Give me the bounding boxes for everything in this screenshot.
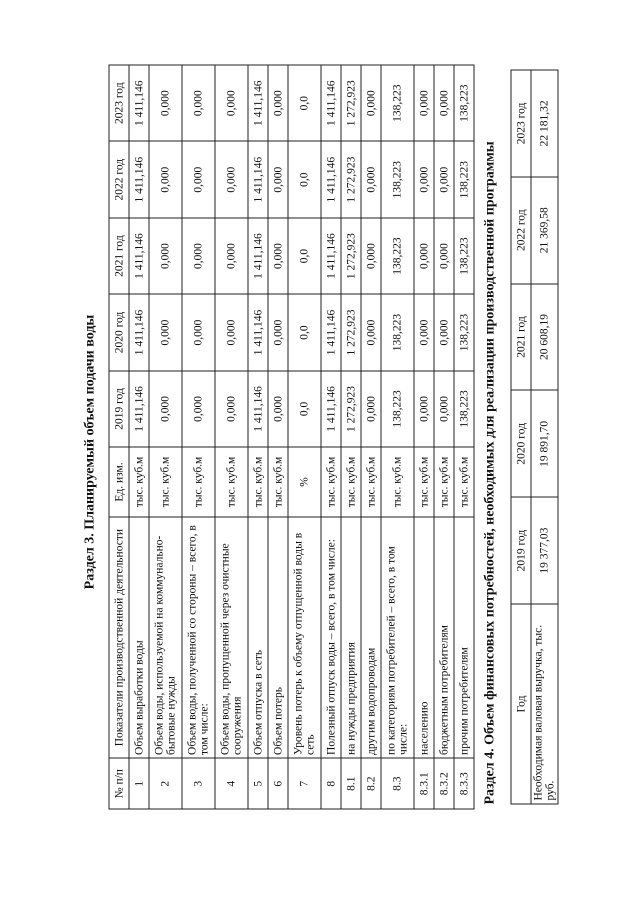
header-cell: 2023 год [109,65,129,141]
value-cell: 0,000 [182,371,215,447]
value-cell: 138,223 [381,218,414,294]
table-header-row [109,65,129,809]
table-row [414,65,434,809]
unit-cell: тыс. куб.м [381,447,414,517]
table-header-row [511,70,531,804]
unit-cell: тыс. куб.м [129,447,149,517]
table-row [531,70,558,804]
value-cell: 1 411,146 [129,141,149,217]
indicator-name: населению [414,517,434,759]
value-cell: 0,000 [361,65,381,141]
value-cell: 0,000 [434,371,454,447]
value-cell: 0,0 [288,371,321,447]
value-cell: 1 272,923 [341,65,361,141]
table-row [182,65,215,809]
table-row [149,65,182,809]
value-cell: 0,0 [288,65,321,141]
indicator-name: Объем воды, пропущенной через очистные сооружения [215,517,248,759]
value-cell: 138,223 [454,218,474,294]
value-cell: 1 411,146 [248,218,268,294]
value-cell: 0,000 [268,141,288,217]
value-cell: 0,000 [434,65,454,141]
value-cell: 1 411,146 [248,371,268,447]
table-row [321,65,341,809]
value-cell: 1 272,923 [341,141,361,217]
value-cell: 138,223 [454,371,474,447]
value-cell: 0,000 [414,65,434,141]
table-row [381,65,414,809]
unit-cell: тыс. куб.м [454,447,474,517]
value-cell: 0,000 [414,218,434,294]
unit-cell: тыс. куб.м [341,447,361,517]
table-row [434,65,454,809]
indicator-name: Объем потерь [268,517,288,759]
indicator-name: бюджетным потребителям [434,517,454,759]
value-cell: 0,000 [361,218,381,294]
value-cell: 138,223 [454,65,474,141]
value-cell: 0,000 [215,65,248,141]
unit-cell: тыс. куб.м [149,447,182,517]
unit-cell: тыс. куб.м [321,447,341,517]
value-cell: 1 411,146 [248,65,268,141]
value-cell: 138,223 [454,294,474,370]
value-cell: 1 411,146 [248,141,268,217]
header-cell: 2021 год [511,284,531,391]
unit-cell: тыс. куб.м [182,447,215,517]
table-row [361,65,381,809]
indicator-name: Полезный отпуск воды – всего, в том числе: [321,517,341,759]
row-number: 7 [288,758,321,809]
table-row [454,65,474,809]
rotated-document-page [1,0,640,905]
value-cell: 138,223 [454,141,474,217]
value-cell: 20 608,19 [531,284,558,391]
row-number: 5 [248,758,268,809]
row-number: 4 [215,758,248,809]
header-cell: № п/п [109,758,129,809]
value-cell: 0,000 [149,218,182,294]
unit-cell: % [288,447,321,517]
value-cell: 0,000 [361,371,381,447]
row-number: 2 [149,758,182,809]
value-cell: 1 411,146 [129,65,149,141]
value-cell: 1 411,146 [321,371,341,447]
unit-cell: тыс. куб.м [414,447,434,517]
value-cell: 0,000 [361,294,381,370]
indicator-name: Уровень потерь к объему отпущенной воды в сеть [288,517,321,759]
value-cell: 138,223 [381,371,414,447]
header-cell: 2022 год [109,141,129,217]
value-cell: 0,000 [182,294,215,370]
value-cell: 0,000 [149,141,182,217]
indicator-name: Объем воды, используемой на коммунально-бытовые нужды [149,517,182,759]
header-cell: 2019 год [109,371,129,447]
row-number: 6 [268,758,288,809]
value-cell: 1 411,146 [129,218,149,294]
unit-cell: тыс. куб.м [268,447,288,517]
unit-cell: тыс. куб.м [361,447,381,517]
value-cell: 0,000 [414,141,434,217]
value-cell: 1 272,923 [341,294,361,370]
value-cell: 0,000 [268,218,288,294]
value-cell: 138,223 [381,294,414,370]
header-cell: 2020 год [511,390,531,497]
value-cell: 22 181,32 [531,70,558,177]
indicator-name: на нужды предприятия [341,517,361,759]
value-cell: 0,000 [182,141,215,217]
section-4-title: Раздел 4. Объем финансовых потребностей, необходимых для реализации производственной программы [482,141,498,805]
table-row [288,65,321,809]
indicator-name: Объем отпуска в сеть [248,517,268,759]
row-number: 8.3 [381,758,414,809]
table-row [268,65,288,809]
header-cell: 2020 год [109,294,129,370]
value-cell: 0,000 [149,371,182,447]
value-cell: 1 411,146 [321,294,341,370]
value-cell: 0,000 [268,294,288,370]
table-row [215,65,248,809]
row-number: 8.1 [341,758,361,809]
value-cell: 0,000 [182,218,215,294]
header-cell: 2022 год [511,177,531,284]
indicator-name: по категориям потребителей – всего, в том числе: [381,517,414,759]
value-cell: 0,000 [414,371,434,447]
unit-cell: тыс. куб.м [215,447,248,517]
value-cell: 1 411,146 [321,218,341,294]
row-number: 1 [129,758,149,809]
unit-cell: тыс. куб.м [434,447,454,517]
row-number: 8 [321,758,341,809]
value-cell: 0,000 [268,371,288,447]
row-number: 8.3.3 [454,758,474,809]
value-cell: 0,000 [149,294,182,370]
value-cell: 0,0 [288,141,321,217]
indicator-name: Объем выработки воды [129,517,149,759]
value-cell: 1 411,146 [248,294,268,370]
indicator-name: прочим потребителям [454,517,474,759]
value-cell: 0,000 [149,65,182,141]
header-cell: 2023 год [511,70,531,177]
value-cell: 0,0 [288,294,321,370]
value-cell: 19 377,03 [531,497,558,604]
value-cell: 138,223 [381,65,414,141]
header-cell: Показатели производственной деятельности [109,517,129,759]
unit-cell: тыс. куб.м [248,447,268,517]
financial-needs-table [511,70,559,805]
value-cell: 21 369,58 [531,177,558,284]
value-cell: 0,000 [434,294,454,370]
section-3-title: Раздел 3. Планируемый объем подачи воды [82,314,98,590]
value-cell: 1 411,146 [129,294,149,370]
row-number: 8.3.2 [434,758,454,809]
value-cell: 1 411,146 [321,65,341,141]
indicator-name: Объем воды, полученной со стороны – всего, в том числе: [182,517,215,759]
value-cell: 0,000 [414,294,434,370]
row-number: 8.3.1 [414,758,434,809]
value-cell: 1 411,146 [129,371,149,447]
value-cell: 0,000 [361,141,381,217]
table-row [129,65,149,809]
header-cell: Ед. изм. [109,447,129,517]
row-number: 3 [182,758,215,809]
value-cell: 0,000 [182,65,215,141]
value-cell: 1 411,146 [321,141,341,217]
value-cell: 138,223 [381,141,414,217]
value-cell: 0,000 [215,371,248,447]
header-cell: 2021 год [109,218,129,294]
value-cell: 1 272,923 [341,371,361,447]
value-cell: 0,000 [268,65,288,141]
value-cell: 0,000 [215,294,248,370]
value-cell: 0,000 [434,218,454,294]
row-number: 8.2 [361,758,381,809]
value-cell: 1 272,923 [341,218,361,294]
value-cell: 19 891,70 [531,390,558,497]
header-cell: Год [511,604,531,804]
table-row [341,65,361,809]
value-cell: 0,000 [215,141,248,217]
value-cell: 0,000 [434,141,454,217]
value-cell: 0,0 [288,218,321,294]
row-label: Необходимая валовая выручка, тыс. руб. [531,604,558,804]
value-cell: 0,000 [215,218,248,294]
water-supply-table [109,65,475,810]
table-row [248,65,268,809]
indicator-name: другим водопроводам [361,517,381,759]
header-cell: 2019 год [511,497,531,604]
